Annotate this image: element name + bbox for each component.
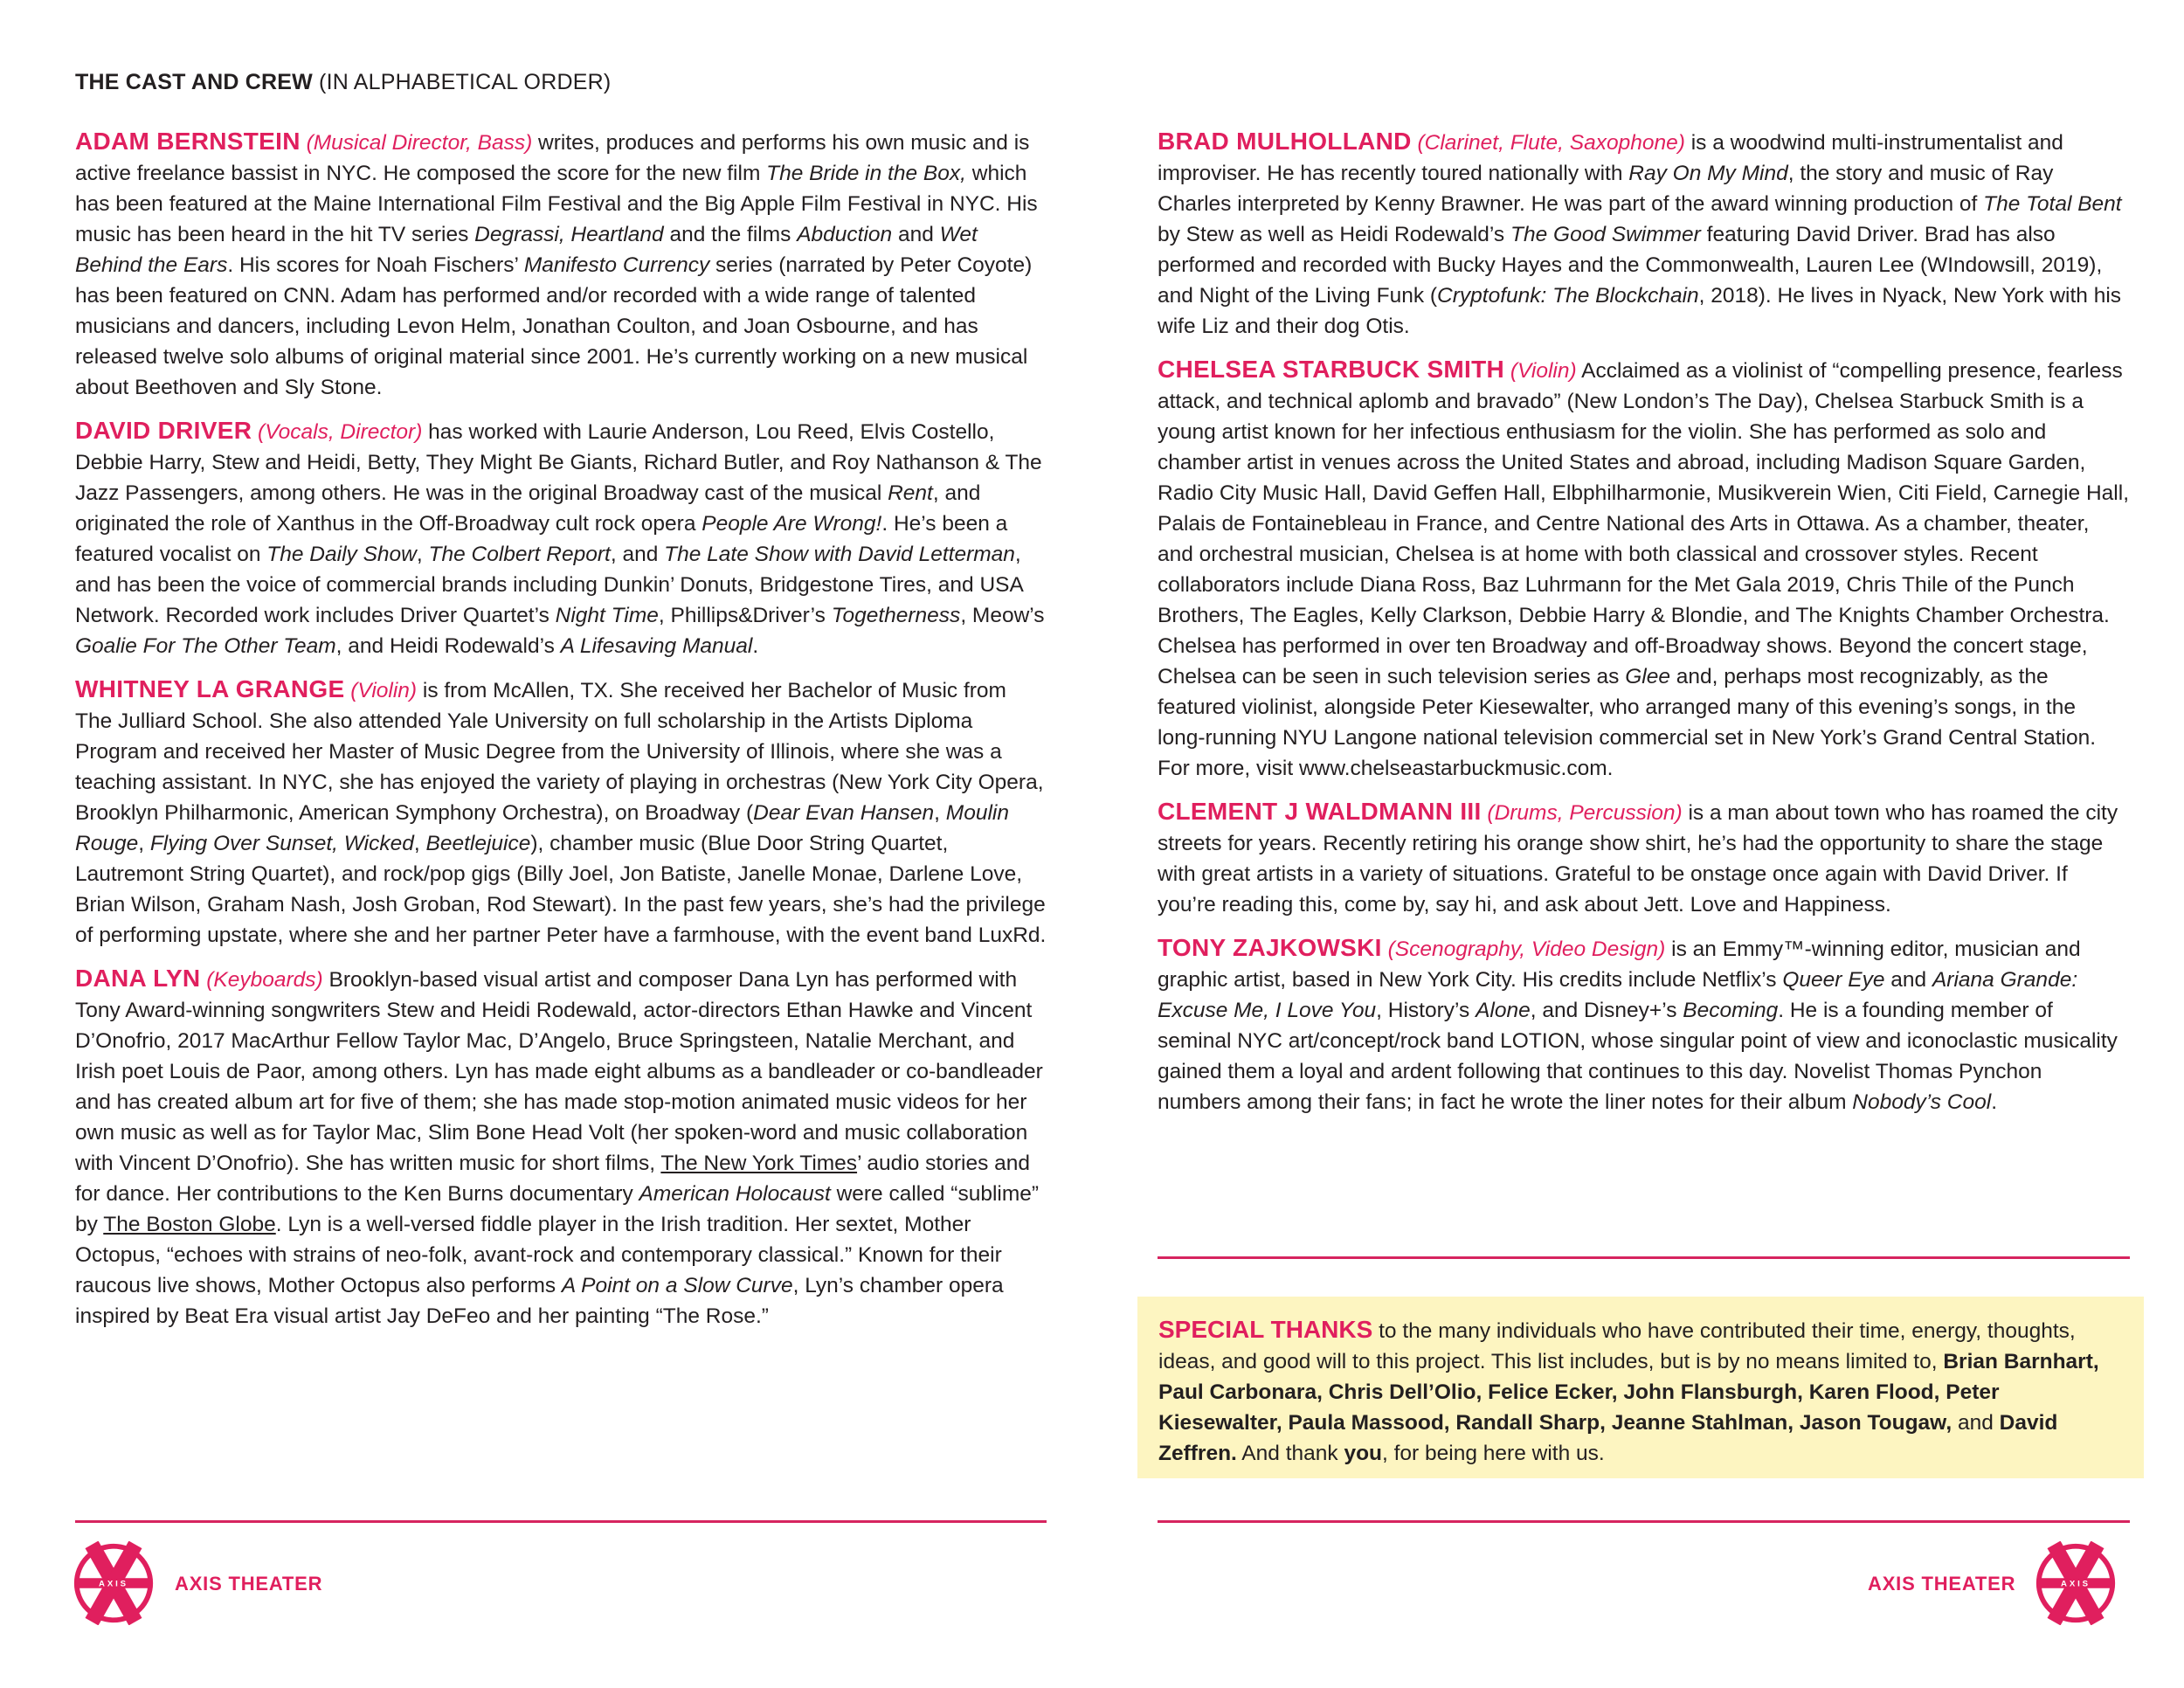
special-thanks-box [1137, 1297, 2144, 1478]
bio-role: (Vocals, Director) [258, 420, 423, 444]
right-divider-top [1158, 1256, 2130, 1259]
thanks-last-name: David Zeffren. [1158, 1411, 2058, 1465]
bio-name: BRAD MULHOLLAND [1158, 128, 1412, 155]
logo-text: AXIS [2061, 1579, 2091, 1589]
logo-text: AXIS [99, 1579, 128, 1589]
underlined-title: The Boston Globe [103, 1213, 276, 1236]
bio-name: ADAM BERNSTEIN [75, 128, 301, 155]
page-title-suffix: (IN ALPHABETICAL ORDER) [312, 70, 612, 94]
bio-name: CHELSEA STARBUCK SMITH [1158, 356, 1505, 383]
right-column [1158, 126, 2129, 1130]
bio-role: (Violin) [350, 679, 418, 702]
bio-role: (Clarinet, Flute, Saxophone) [1417, 131, 1685, 155]
bio-tony-zajkowski: TONY ZAJKOWSKI (Scenography, Video Design) is an Emmy™-winning editor, musician and graphic artist, based in New York City. His credits include Netflix’s Queer Eye and Ariana Grande: Excuse Me, I Love You, History’s Alone, and Disney+’s Becoming. He is a founding member of seminal NYC art/concept/rock band LOTION, whose singular point of view and iconoclastic musicality gained them a loyal and ardent following that continues to this day. Novelist Thomas Pynchon numbers among their fans; in fact he wrote the liner notes for their album Nobody’s Cool. [1158, 934, 2118, 1114]
special-thanks-title: SPECIAL THANKS [1158, 1316, 1373, 1343]
page-title [75, 70, 611, 95]
bio-name: WHITNEY LA GRANGE [75, 675, 345, 702]
bio-brad-mulholland: BRAD MULHOLLAND (Clarinet, Flute, Saxophone) is a woodwind multi-instrumentalist and improviser. He has recently toured nationally with Ray On My Mind, the story and music of Ray Charles interpreted by Kenny Brawner. He was part of the award winning production of The Total Bent by Stew as well as Heidi Rodewald’s The Good Swimmer featuring David Driver. Brad has also performed and recorded with Bucky Hayes and the Commonwealth, Lauren Lee (WIndowsill, 2019), and Night of the Living Funk (Cryptofunk: The Blockchain, 2018). He lives in Nyack, New York with his wife Liz and their dog Otis. [1158, 128, 2122, 338]
underlined-title: The New York Times [660, 1152, 858, 1175]
bio-name: DANA LYN [75, 965, 201, 992]
left-column [75, 126, 1047, 1344]
thanks-names: Brian Barnhart, Paul Carbonara, Chris Dell’Olio, Felice Ecker, John Flansburgh, Karen Flood, Peter Kiesewalter, Paula Massood, Randall Sharp, Jeanne Stahlman, Jason Tougaw, [1158, 1350, 2099, 1435]
bio-role: (Scenography, Video Design) [1387, 937, 1666, 961]
bio-dana-lyn: DANA LYN (Keyboards) Brooklyn-based visual artist and composer Dana Lyn has performed with Tony Award-winning songwriters Stew and Heidi Rodewald, actor-directors Ethan Hawke and Vincent D’Onofrio, 2017 MacArthur Fellow Taylor Mac, D’Angelo, Bruce Springsteen, Natalie Merchant, and Irish poet Louis de Paor, among others. Lyn has made eight albums as a bandleader or co-bandleader and has created album art for five of them; she has made stop-motion animated music videos for her own music as well as for Taylor Mac, Slim Bone Head Volt (her spoken-word and music collaboration with Vincent D’Onofrio). She has written music for short films, The New York Times’ audio stories and for dance. Her contributions to the Ken Burns documentary American Holocaust were called “sublime” by The Boston Globe. Lyn is a well-versed fiddle player in the Irish tradition. Her sextet, Mother Octopus, “echoes with strains of neo-folk, avant-rock and contemporary classical.” Known for their raucous live shows, Mother Octopus also performs A Point on a Slow Curve, Lyn’s chamber opera inspired by Beat Era visual artist Jay DeFeo and her painting “The Rose.” [75, 965, 1043, 1328]
bio-adam-bernstein: ADAM BERNSTEIN (Musical Director, Bass) writes, produces and performs his own music and is active freelance bassist in NYC. He composed the score for the new film The Bride in the Box, which has been featured at the Maine International Film Festival and the Big Apple Film Festival in NYC. His music has been heard in the hit TV series Degrassi, Heartland and the films Abduction and Wet Behind the Ears. His scores for Noah Fischers’ Manifesto Currency series (narrated by Peter Coyote) has been featured on CNN. Adam has performed and/or recorded with a wide range of talented musicians and dancers, including Levon Helm, Jonathan Coulton, and Joan Osbourne, and has released twelve solo albums of original material since 2001. He’s currently working on a new musical about Beethoven and Sly Stone. [75, 128, 1038, 399]
bio-name: CLEMENT J WALDMANN III [1158, 798, 1482, 825]
thanks-you: you [1344, 1442, 1383, 1465]
bio-role: (Musical Director, Bass) [306, 131, 533, 155]
bio-whitney-la-grange: WHITNEY LA GRANGE (Violin) is from McAllen, TX. She received her Bachelor of Music from The Julliard School. She also attended Yale University on full scholarship in the Artists Diploma Program and received her Master of Music Degree from the University of Illinois, where she was a teaching assistant. In NYC, she has enjoyed the variety of playing in orchestras (New York City Opera, Brooklyn Philharmonic, American Symphony Orchestra), on Broadway (Dear Evan Hansen, Moulin Rouge, Flying Over Sunset, Wicked, Beetlejuice), chamber music (Blue Door String Quartet, Lautremont String Quartet), and rock/pop gigs (Billy Joel, Jon Batiste, Janelle Monae, Darlene Love, Brian Wilson, Graham Nash, Josh Groban, Rod Stewart). In the past few years, she’s had the privilege of performing upstate, where she and her partner Peter have a farmhouse, with the event band LuxRd. [75, 675, 1047, 947]
bio-clement-waldmann: CLEMENT J WALDMANN III (Drums, Percussion) is a man about town who has roamed the city streets for years. Recently retiring his orange show shirt, he’s had the opportunity to share the stage with great artists in a variety of situations. Grateful to be onstage once again with David Driver. If you’re reading this, come by, say hi, and ask about Jett. Love and Happiness. [1158, 798, 2118, 917]
footer-brand-right: AXIS THEATER [1868, 1573, 2016, 1595]
bio-name: DAVID DRIVER [75, 417, 252, 444]
bio-role: (Keyboards) [206, 968, 323, 992]
axis-theater-logo-right [2034, 1541, 2118, 1625]
bio-david-driver: DAVID DRIVER (Vocals, Director) has worked with Laurie Anderson, Lou Reed, Elvis Costello, Debbie Harry, Stew and Heidi, Betty, They Might Be Giants, Richard Butler, and Roy Nathanson & The Jazz Passengers, among others. He was in the original Broadway cast of the musical Rent, and originated the role of Xanthus in the Off-Broadway cult rock opera People Are Wrong!. He’s been a featured vocalist on The Daily Show, The Colbert Report, and The Late Show with David Letterman, and has been the voice of commercial brands including Dunkin’ Donuts, Bridgestone Tires, and USA Network. Recorded work includes Driver Quartet’s Night Time, Phillips&Driver’s Togetherness, Meow’s Goalie For The Other Team, and Heidi Rodewald’s A Lifesaving Manual. [75, 417, 1045, 658]
bio-role: (Drums, Percussion) [1487, 801, 1683, 825]
bio-chelsea-starbuck-smith: CHELSEA STARBUCK SMITH (Violin) Acclaimed as a violinist of “compelling presence, fearless attack, and technical aplomb and bravado” (New London’s The Day), Chelsea Starbuck Smith is a young artist known for her infectious enthusiasm for the violin. She has performed as solo and chamber artist in venues across the United States and abroad, including Madison Square Garden, Radio City Music Hall, David Geffen Hall, Elbphilharmonie, Musikverein Wien, Citi Field, Carnegie Hall, Palais de Fontainebleau in France, and Centre National des Arts in Ottawa. As a chamber, theater, and orchestral musician, Chelsea is at home with both classical and crossover styles. Recent collaborators include Diana Ross, Baz Luhrmann for the Met Gala 2019, Chris Thile of the Punch Brothers, The Eagles, Kelly Clarkson, Debbie Harry & Blondie, and The Knights Chamber Orchestra. Chelsea has performed in over ten Broadway and off-Broadway shows. Beyond the concert stage, Chelsea can be seen in such television series as Glee and, perhaps most recognizably, as the featured violinist, alongside Peter Kiesewalter, who arranged many of this evening’s songs, in the long-running NYU Langone national television commercial set in New York’s Grand Central Station. For more, visit www.chelseastarbuckmusic.com. [1158, 356, 2129, 780]
page-title-bold: THE CAST AND CREW [75, 70, 313, 94]
footer-brand-left: AXIS THEATER [175, 1573, 323, 1595]
left-footer-divider [75, 1520, 1047, 1523]
bio-name: TONY ZAJKOWSKI [1158, 934, 1382, 961]
axis-theater-logo-left [72, 1541, 156, 1625]
right-footer-divider [1158, 1520, 2130, 1523]
special-thanks-text: SPECIAL THANKS to the many individuals who have contributed their time, energy, thoughts, ideas, and good will to this project. This list includes, but is by no means limited to, Brian Barnhart, Paul Carbonara, Chris Dell’Olio, Felice Ecker, John Flansburgh, Karen Flood, Peter Kiesewalter, Paula Massood, Randall Sharp, Jeanne Stahlman, Jason Tougaw, and David Zeffren. And thank you, for being here with us. [1158, 1316, 2099, 1465]
bio-role: (Violin) [1510, 359, 1577, 383]
